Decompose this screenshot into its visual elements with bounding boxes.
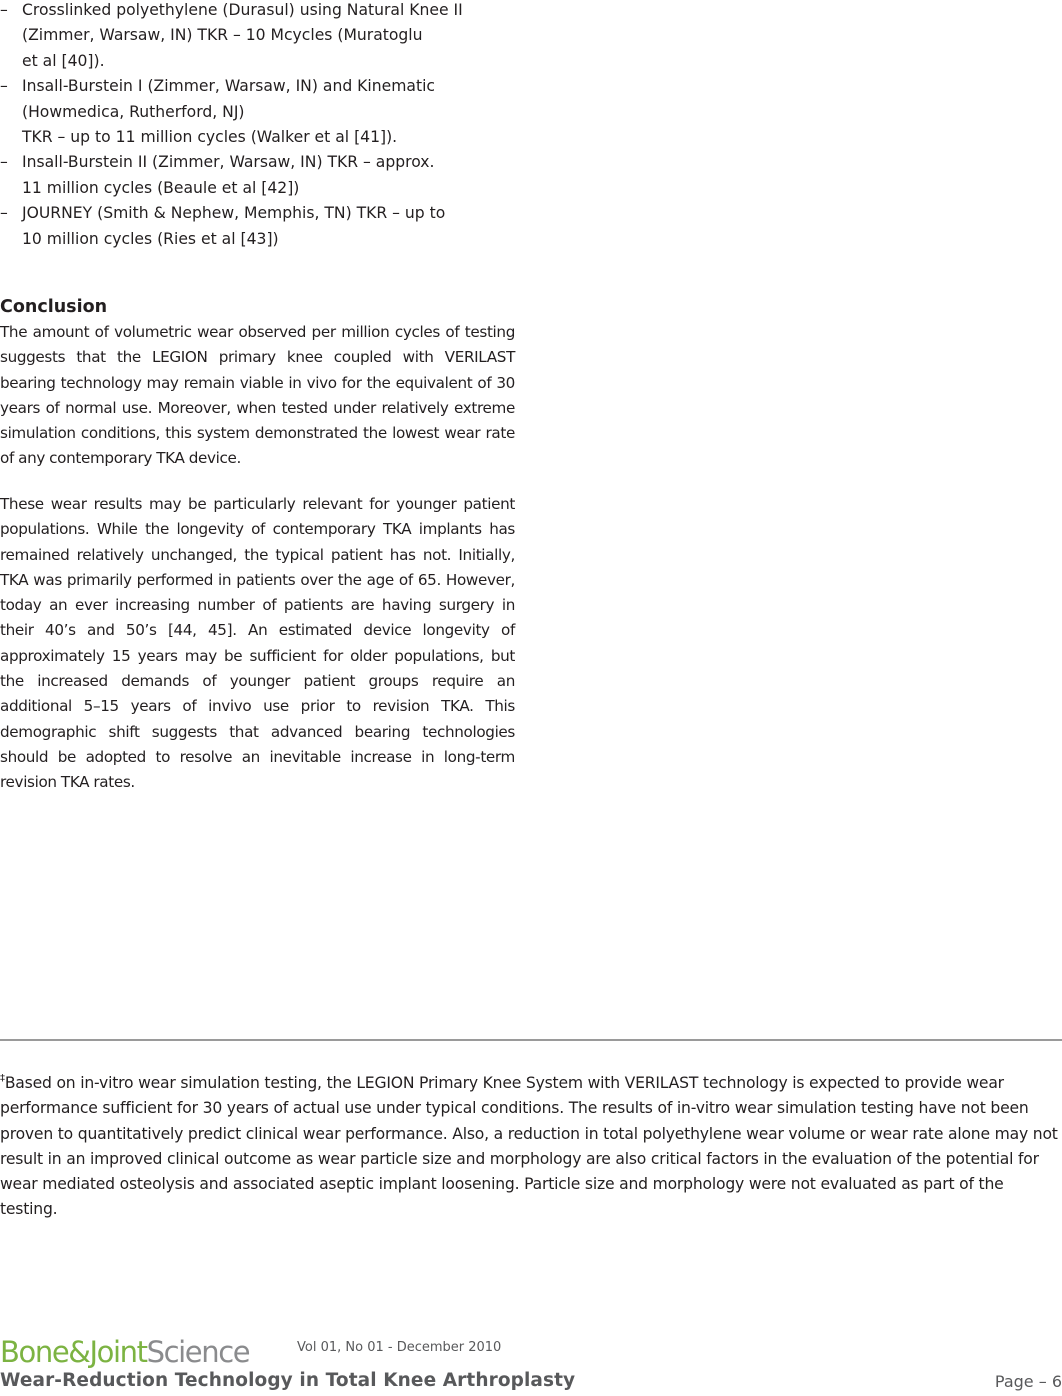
page-number: Page – 6 xyxy=(994,1372,1062,1391)
footnote-divider xyxy=(0,1039,1062,1041)
conclusion-paragraph-2: These wear results may be particularly relevant for younger patient populations. While the longevity of contemporary TKA implants has remained relatively unchanged, the typical patient has not. Initially, TKA was primarily performed in patients over the age of 65. However, today an ever increasing number of patients are having surgery in their 40’s and 50’s [44, 45]. An estimated device longevity of approximately 15 years may be sufficient for older populations, but the increased demands of younger patient groups require an additional 5–15 years of invivo use prior to revision TKA. This demographic shift suggests that advanced bearing technologies should be adopted to resolve an inevitable increase in long-term revision TKA rates. xyxy=(0,495,515,792)
list-item-line: et al [40]). xyxy=(22,51,105,70)
list-item-line: Crosslinked polyethylene (Durasul) using Natural Knee II xyxy=(22,1,463,19)
list-item-line: JOURNEY (Smith & Nephew, Memphis, TN) TKR – up to xyxy=(22,204,446,223)
section-heading-conclusion: Conclusion xyxy=(0,297,108,317)
bullet-dash: – xyxy=(0,1,8,19)
list-item-line: (Howmedica, Rutherford, NJ) xyxy=(22,102,245,121)
brand-logo-part2: Science xyxy=(146,1335,250,1369)
list-item-line: (Zimmer, Warsaw, IN) TKR – 10 Mcycles (Muratoglu xyxy=(22,26,423,45)
list-item xyxy=(0,150,515,201)
list-item-line: Insall-Burstein I (Zimmer, Warsaw, IN) and Kinematic xyxy=(22,77,435,96)
list-item xyxy=(0,201,515,252)
reference-bullet-list xyxy=(0,0,515,252)
footnote xyxy=(0,1071,1062,1223)
list-item-line: 10 million cycles (Ries et al [43]) xyxy=(22,229,279,248)
bullet-dash: – xyxy=(0,153,8,172)
footnote-text: Based on in-vitro wear simulation testing, the LEGION Primary Knee System with VERILAST technology is expected to provide wear performance sufficient for 30 years of actual use under typical conditions. The results of in-vitro wear simulation testing have not been proven to quantitatively predict clinical wear performance. Also, a reduction in total polyethylene wear volume or wear rate alone may not result in an improved clinical outcome as wear particle size and morphology are also critical factors in the evaluation of the potential for wear mediated osteolysis and associated aseptic implant loosening. Particle size and morphology were not evaluated as part of the testing. xyxy=(0,1074,1058,1219)
bullet-dash: – xyxy=(0,204,8,223)
list-item-line: TKR – up to 11 million cycles (Walker et al [41]). xyxy=(22,128,398,147)
list-item xyxy=(0,74,515,150)
list-item-line: 11 million cycles (Beaule et al [42]) xyxy=(22,178,300,197)
conclusion-paragraph-1: The amount of volumetric wear observed per million cycles of testing suggests that the LEGION primary knee coupled with VERILAST bearing technology may remain viable in vivo for the equivalent of 30 years of normal use. Moreover, when tested under relatively extreme simulation conditions, this system demonstrated the lowest wear rate of any contemporary TKA device. xyxy=(0,323,515,468)
footnote-marker: ‡ xyxy=(0,1073,5,1084)
brand-logo xyxy=(0,1335,249,1369)
bullet-dash: – xyxy=(0,77,8,96)
footer-title: Wear-Reduction Technology in Total Knee Arthroplasty xyxy=(0,1370,576,1391)
list-item-line: Insall-Burstein II (Zimmer, Warsaw, IN) TKR – approx. xyxy=(22,153,435,172)
volume-info: Vol 01, No 01 - December 2010 xyxy=(297,1340,502,1355)
brand-logo-part1: Bone&Joint xyxy=(0,1335,147,1369)
list-item xyxy=(0,0,515,74)
